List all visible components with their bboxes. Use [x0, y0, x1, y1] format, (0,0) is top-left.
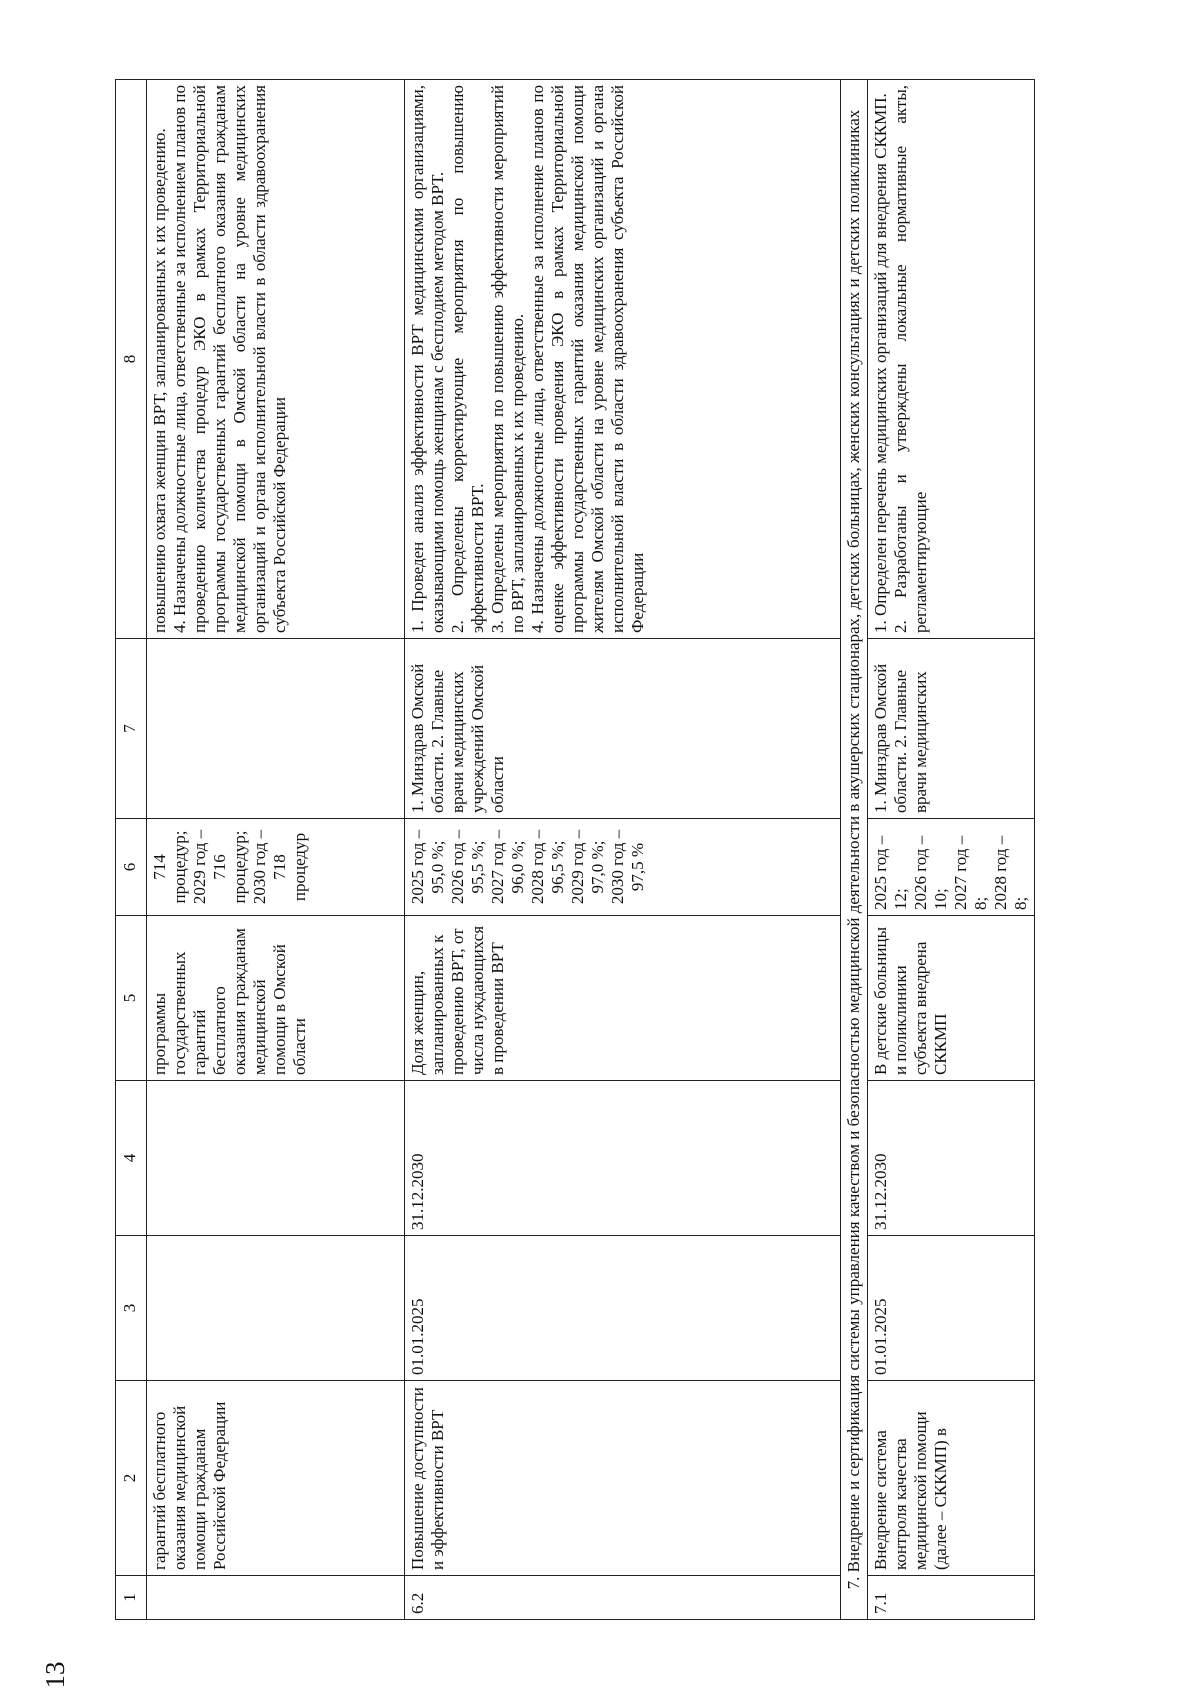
header-cell: 1	[116, 1576, 147, 1620]
measure-name: гарантий бесплатного оказания медицинской помощи гражданам Российской Федерации	[147, 1381, 405, 1576]
header-cell: 7	[116, 639, 147, 819]
start-date	[147, 1236, 405, 1381]
expected-result	[147, 80, 405, 639]
header-cell: 4	[116, 1081, 147, 1236]
table-row	[405, 80, 841, 1620]
target-line: 95,5 %;	[468, 840, 487, 894]
target-line: 96,5 %;	[548, 840, 567, 894]
responsible: 1. Минздрав Омской области. 2. Главные врачи медицинских учреждений Омской области	[405, 639, 841, 819]
result-paragraph: 1. Проведен анализ эффективности ВРТ медицинскими организациями, оказывающими помощь женщинам с бесплодием методом ВРТ.	[408, 85, 447, 633]
target-line: 2025 год – 12;	[871, 835, 910, 910]
section-heading: 7. Внедрение и сертификация системы управления качеством и безопасностью медицинской деятельности в акушерских стационарах, детских больницах, женских консультациях и детских поликлиниках	[841, 80, 868, 1620]
end-date: 31.12.2030	[868, 1081, 1035, 1236]
target-line: 97,5 %	[628, 842, 647, 892]
responsible: 1. Минздрав Омской области. 2. Главные врачи медицинских	[868, 639, 1035, 819]
target-line: 718 процедур	[270, 832, 309, 902]
header-cell: 6	[116, 819, 147, 916]
target-line: 2026 год –	[448, 829, 467, 905]
start-date: 01.01.2025	[868, 1236, 1035, 1381]
row-number	[147, 1576, 405, 1620]
measure-name: Повышение доступности и эффективности ВРТ	[405, 1381, 841, 1576]
target-line: 2030 год –	[608, 829, 627, 905]
target-line: 2029 год –	[568, 829, 587, 905]
indicator: В детские больницы и поликлиники субъекта внедрена СККМП	[868, 916, 1035, 1081]
row-number: 6.2	[405, 1576, 841, 1620]
indicator: Доля женщин, запланированных к проведению ВРТ, от числа нуждающихся в проведении ВРТ	[405, 916, 841, 1081]
target-line: процедур;	[230, 830, 249, 904]
target-line: 95,0 %;	[428, 840, 447, 894]
result-paragraph: 4. Назначены должностные лица, ответственные за исполнение планов по оценке эффективности проведения ЭКО в рамках Территориальной программы государственных гарантий оказания медицинской помощи жителям Омской области на уровне медицинских организаций и органа исполнительной власти в области здравоохранения субъекта Российской Федерации	[528, 85, 647, 633]
header-cell: 2	[116, 1381, 147, 1576]
measures-table	[115, 79, 1035, 1620]
result-paragraph: 1. Определен перечень медицинских организаций для внедрения СККМП.	[871, 93, 890, 633]
rotated-page	[115, 80, 1115, 1620]
responsible	[147, 639, 405, 819]
target-line: 2026 год – 10;	[911, 835, 950, 910]
target-line: 2028 год – 8;	[991, 835, 1030, 910]
result-paragraph: 2. Определены корректирующие мероприятия по повышению эффективности ВРТ.	[448, 85, 487, 633]
target-values	[147, 819, 405, 916]
target-line: 2028 год –	[528, 829, 547, 905]
expected-result	[868, 80, 1035, 639]
target-line: 97,0 %;	[588, 840, 607, 894]
table-row	[868, 80, 1035, 1620]
indicator: программы государственных гарантий бесплатного оказания гражданам медицинской помощи в Омской области	[147, 916, 405, 1081]
result-paragraph: повышению охвата женщин ВРТ, запланированных к их проведению.	[150, 128, 169, 633]
header-cell: 8	[116, 80, 147, 639]
result-paragraph: 3. Определены мероприятия по повышению эффективности мероприятий по ВРТ, запланированных к их проведению.	[488, 85, 527, 633]
target-line: 2027 год – 8;	[951, 835, 990, 910]
expected-result	[405, 80, 841, 639]
target-line: 2025 год –	[408, 829, 427, 905]
page-number: 13	[40, 1661, 70, 1689]
target-line: 96,0 %;	[508, 840, 527, 894]
start-date: 01.01.2025	[405, 1236, 841, 1381]
target-values	[868, 819, 1035, 916]
measure-name: Внедрение система контроля качества медицинской помощи (далее – СККМП) в	[868, 1381, 1035, 1576]
table-row	[147, 80, 405, 1620]
section-row	[841, 80, 868, 1620]
header-cell: 3	[116, 1236, 147, 1381]
result-paragraph: 2. Разработаны и утверждены локальные нормативные акты, регламентирующие	[891, 85, 930, 633]
row-number: 7.1	[868, 1576, 1035, 1620]
end-date	[147, 1081, 405, 1236]
target-line: 2029 год –	[190, 829, 209, 905]
target-values	[405, 819, 841, 916]
target-line: 716	[210, 854, 229, 880]
target-line: 714	[150, 854, 169, 880]
target-line: процедур;	[170, 830, 189, 904]
header-row	[116, 80, 147, 1620]
header-cell: 5	[116, 916, 147, 1081]
result-paragraph: 4. Назначены должностные лица, ответственные за исполнением планов по проведению количества процедур ЭКО в рамках Территориальной программы государственных гарантий бесплатного оказания гражданам медицинской помощи в Омской области на уровне медицинских организаций и органа исполнительной власти в области здравоохранения субъекта Российской Федерации	[170, 85, 289, 633]
target-line: 2030 год –	[250, 829, 269, 905]
end-date: 31.12.2030	[405, 1081, 841, 1236]
target-line: 2027 год –	[488, 829, 507, 905]
